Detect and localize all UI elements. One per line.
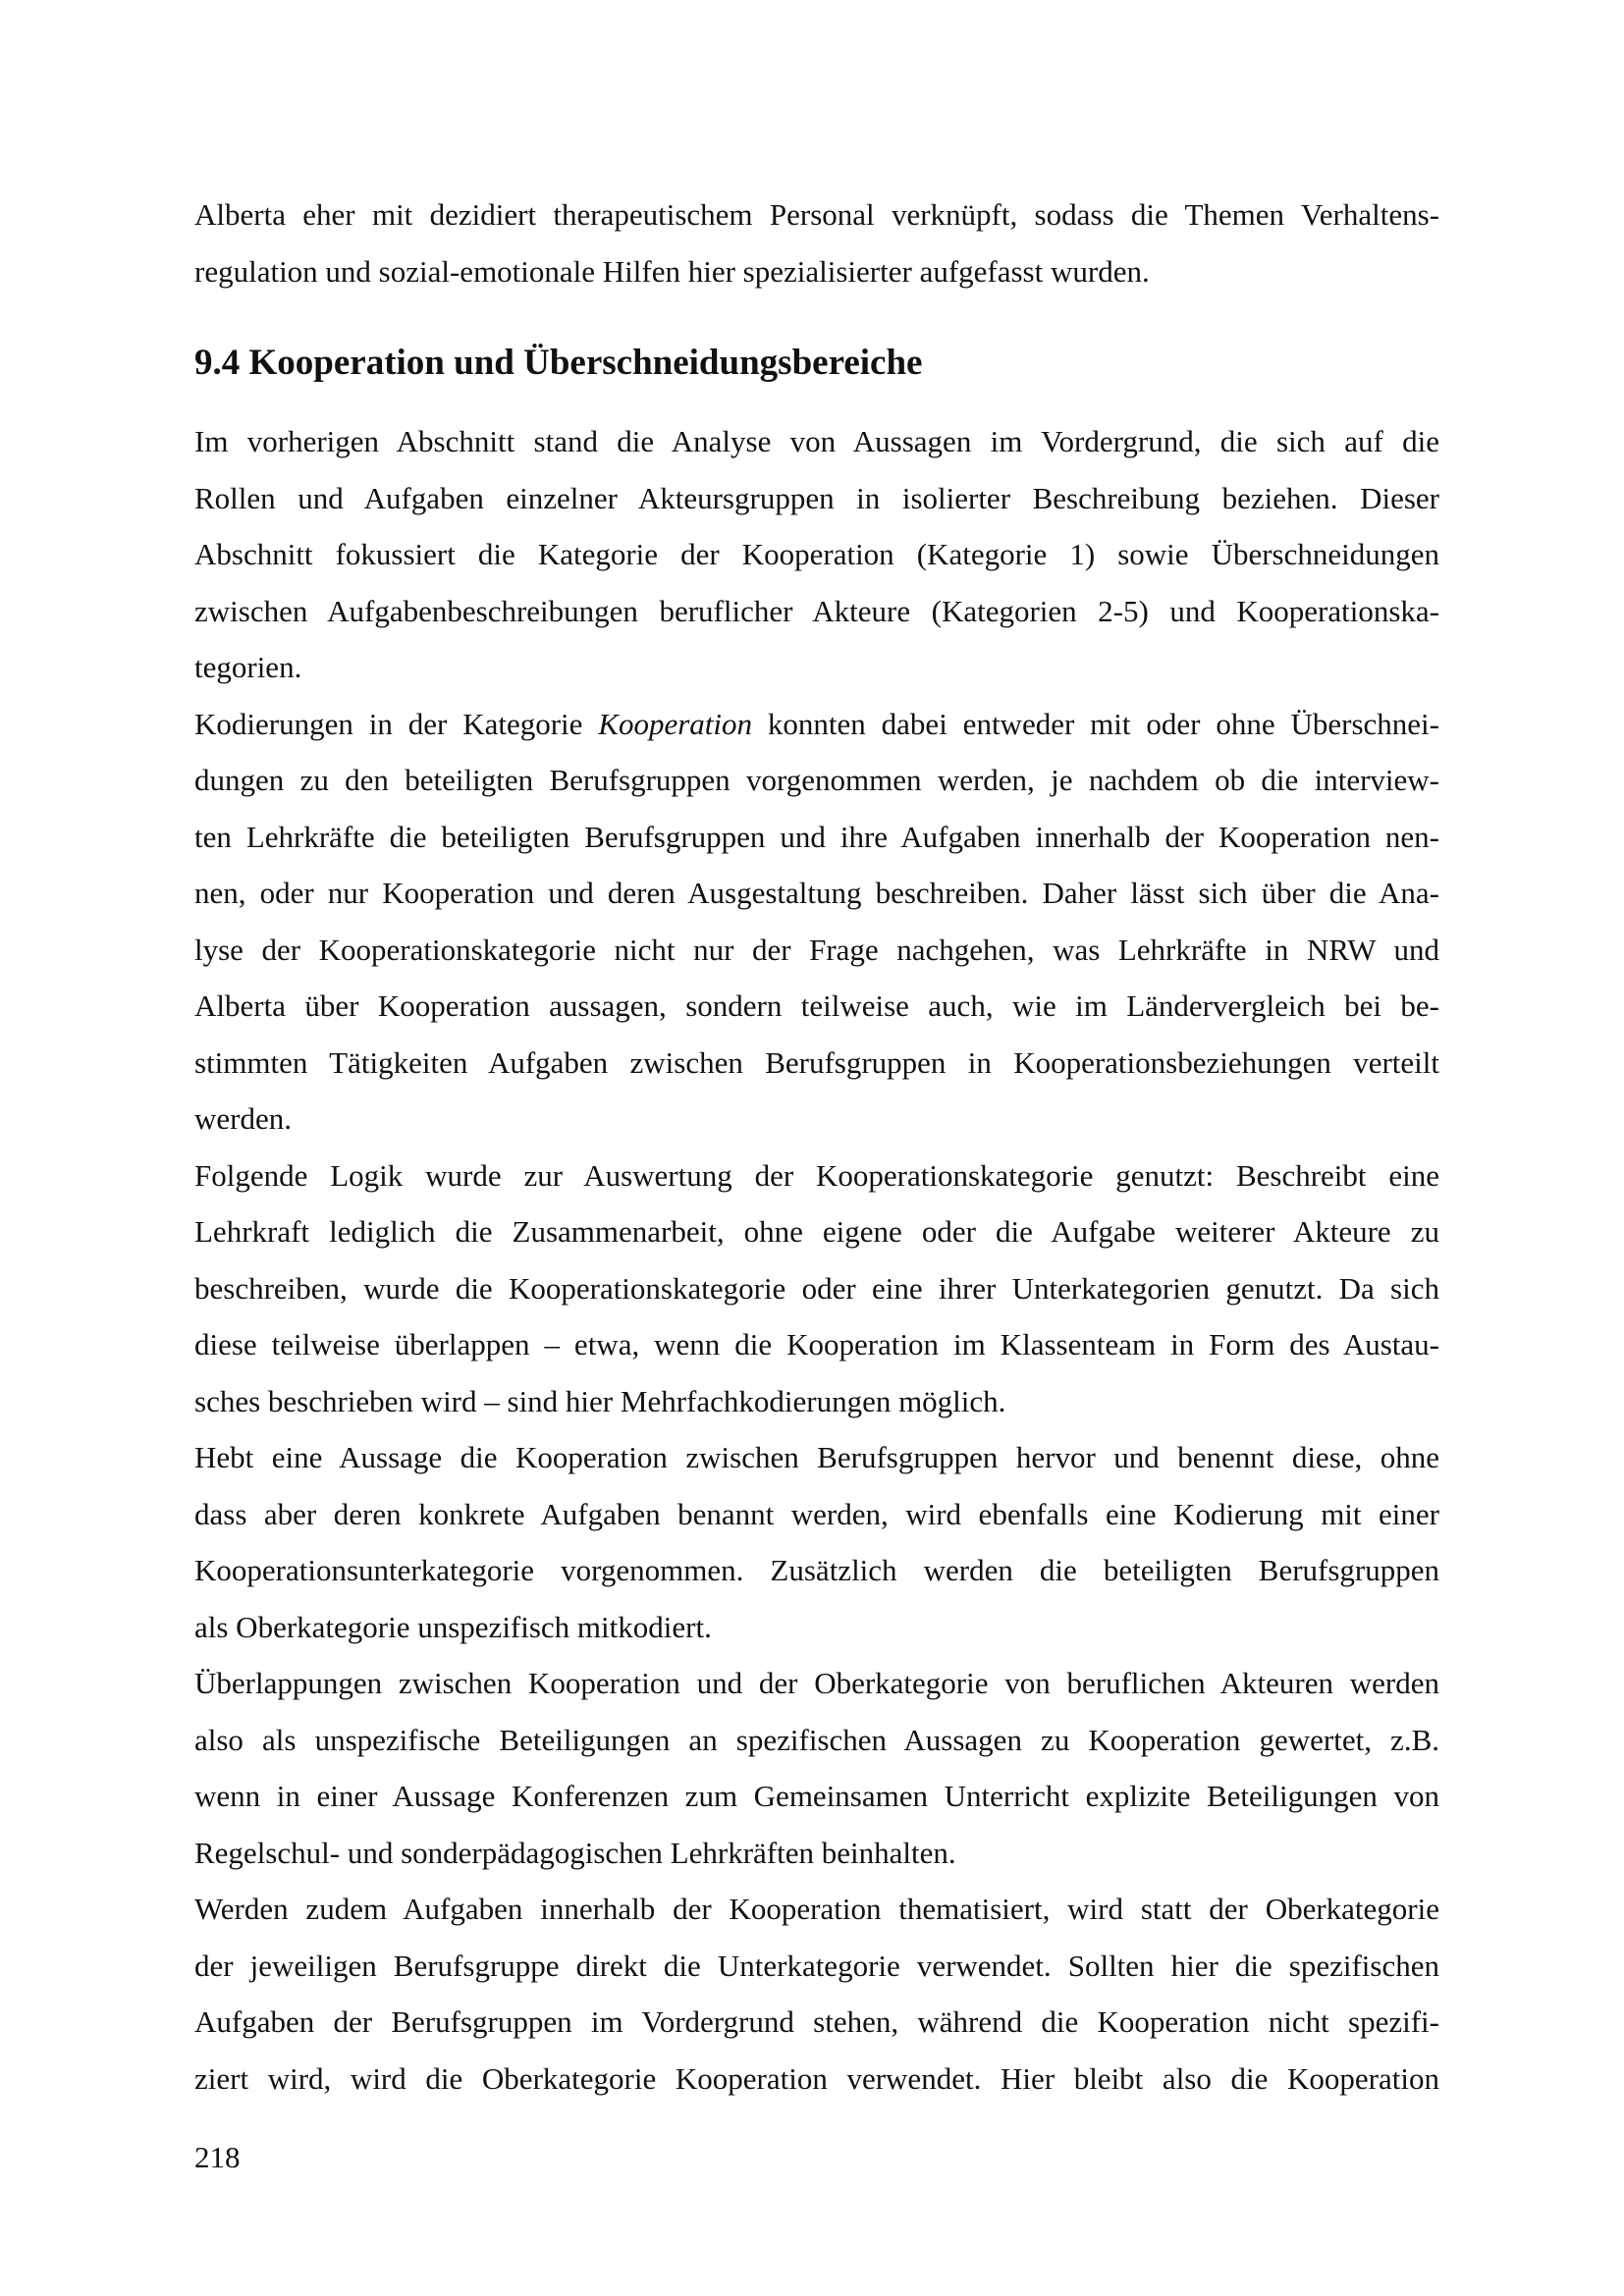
section-body — [194, 413, 1439, 2107]
paragraph — [194, 413, 1439, 696]
text-line: stimmten Tätigkeiten Aufgaben zwischen Berufsgruppen in Kooperationsbeziehungen verteilt — [194, 1044, 1439, 1080]
paragraph — [194, 1655, 1439, 1881]
text-run: konnten dabei entweder mit oder ohne Überschnei- — [752, 706, 1439, 741]
text-line: Folgende Logik wurde zur Auswertung der Kooperationskategorie genutzt: Beschreibt eine — [194, 1157, 1439, 1193]
text-line: Hebt eine Aussage die Kooperation zwischen Berufsgruppen hervor und benennt diese, ohne — [194, 1440, 1439, 1474]
text-line: also als unspezifische Beteiligungen an spezifischen Aussagen zu Kooperation gewertet, z.B. — [194, 1722, 1439, 1757]
text-line: ten Lehrkräfte die beteiligten Berufsgruppen und ihre Aufgaben innerhalb der Kooperation nen- — [194, 819, 1439, 854]
text-line: tegorien. — [194, 650, 302, 684]
paragraph — [194, 1148, 1439, 1430]
text-line: Regelschul- und sonderpädagogischen Lehrkräften beinhalten. — [194, 1835, 956, 1870]
paragraph — [194, 1429, 1439, 1655]
text-line: sches beschrieben wird – sind hier Mehrfachkodierungen möglich. — [194, 1383, 1006, 1418]
text-line: dungen zu den beteiligten Berufsgruppen vorgenommen werden, je nachdem ob die interview- — [194, 763, 1439, 797]
paragraph — [194, 696, 1439, 1148]
text-line: wenn in einer Aussage Konferenzen zum Gemeinsamen Unterricht explizite Beteiligungen von — [194, 1779, 1439, 1813]
paragraph — [194, 1881, 1439, 2107]
text-line: Kooperationsunterkategorie vorgenommen. Zusätzlich werden die beteiligten Berufsgruppen — [194, 1553, 1439, 1587]
text-line: ziert wird, wird die Oberkategorie Kooperation verwendet. Hier bleibt also die Kooperation — [194, 2060, 1439, 2096]
text-line: der jeweiligen Berufsgruppe direkt die Unterkategorie verwendet. Sollten hier die spezifischen — [194, 1948, 1439, 1983]
section-heading: 9.4 Kooperation und Überschneidungsbereiche — [194, 343, 923, 383]
text-line: als Oberkategorie unspezifisch mitkodiert. — [194, 1609, 712, 1644]
italic-term: Kooperation — [598, 706, 753, 741]
text-line: diese teilweise überlappen – etwa, wenn die Kooperation im Klassenteam in Form des Austau- — [194, 1327, 1439, 1362]
text-line: werden. — [194, 1101, 292, 1136]
continuation-paragraph — [194, 187, 1439, 299]
text-line: Überlappungen zwischen Kooperation und der Oberkategorie von beruflichen Akteuren werden — [194, 1666, 1439, 1700]
text-line — [194, 696, 1439, 753]
text-line: Im vorherigen Abschnitt stand die Analyse von Aussagen im Vordergrund, die sich auf die — [194, 424, 1439, 458]
text-line: Abschnitt fokussiert die Kategorie der Kooperation (Kategorie 1) sowie Überschneidungen — [194, 537, 1439, 571]
text-run: Kodierungen in der Kategorie — [194, 706, 599, 741]
text-line: nen, oder nur Kooperation und deren Ausgestaltung beschreiben. Daher lässt sich über die Ana- — [194, 876, 1439, 910]
text-line: zwischen Aufgabenbeschreibungen beruflicher Akteure (Kategorien 2-5) und Kooperationska- — [194, 593, 1439, 628]
text-line: Werden zudem Aufgaben innerhalb der Kooperation thematisiert, wird statt der Oberkategorie — [194, 1892, 1439, 1926]
text-line: Lehrkraft lediglich die Zusammenarbeit, ohne eigene oder die Aufgabe weiterer Akteure zu — [194, 1214, 1439, 1249]
text-line: dass aber deren konkrete Aufgaben benannt werden, wird ebenfalls eine Kodierung mit einer — [194, 1496, 1439, 1531]
text-line: beschreiben, wurde die Kooperationskategorie oder eine ihrer Unterkategorien genutzt. Da sich — [194, 1270, 1439, 1306]
text-line: Alberta eher mit dezidiert therapeutischem Personal verknüpft, sodass die Themen Verhaltens- — [194, 197, 1439, 232]
text-line: Aufgaben der Berufsgruppen im Vordergrund stehen, während die Kooperation nicht spezifi- — [194, 2004, 1439, 2039]
text-line: Rollen und Aufgaben einzelner Akteursgruppen in isolierter Beschreibung beziehen. Dieser — [194, 480, 1439, 515]
text-line: lyse der Kooperationskategorie nicht nur der Frage nachgehen, was Lehrkräfte in NRW und — [194, 932, 1439, 967]
page-number: 218 — [194, 2140, 241, 2174]
text-line: Alberta über Kooperation aussagen, sondern teilweise auch, wie im Ländervergleich bei be- — [194, 988, 1439, 1023]
text-line: regulation und sozial-emotionale Hilfen hier spezialisierter aufgefasst wurden. — [194, 253, 1150, 289]
